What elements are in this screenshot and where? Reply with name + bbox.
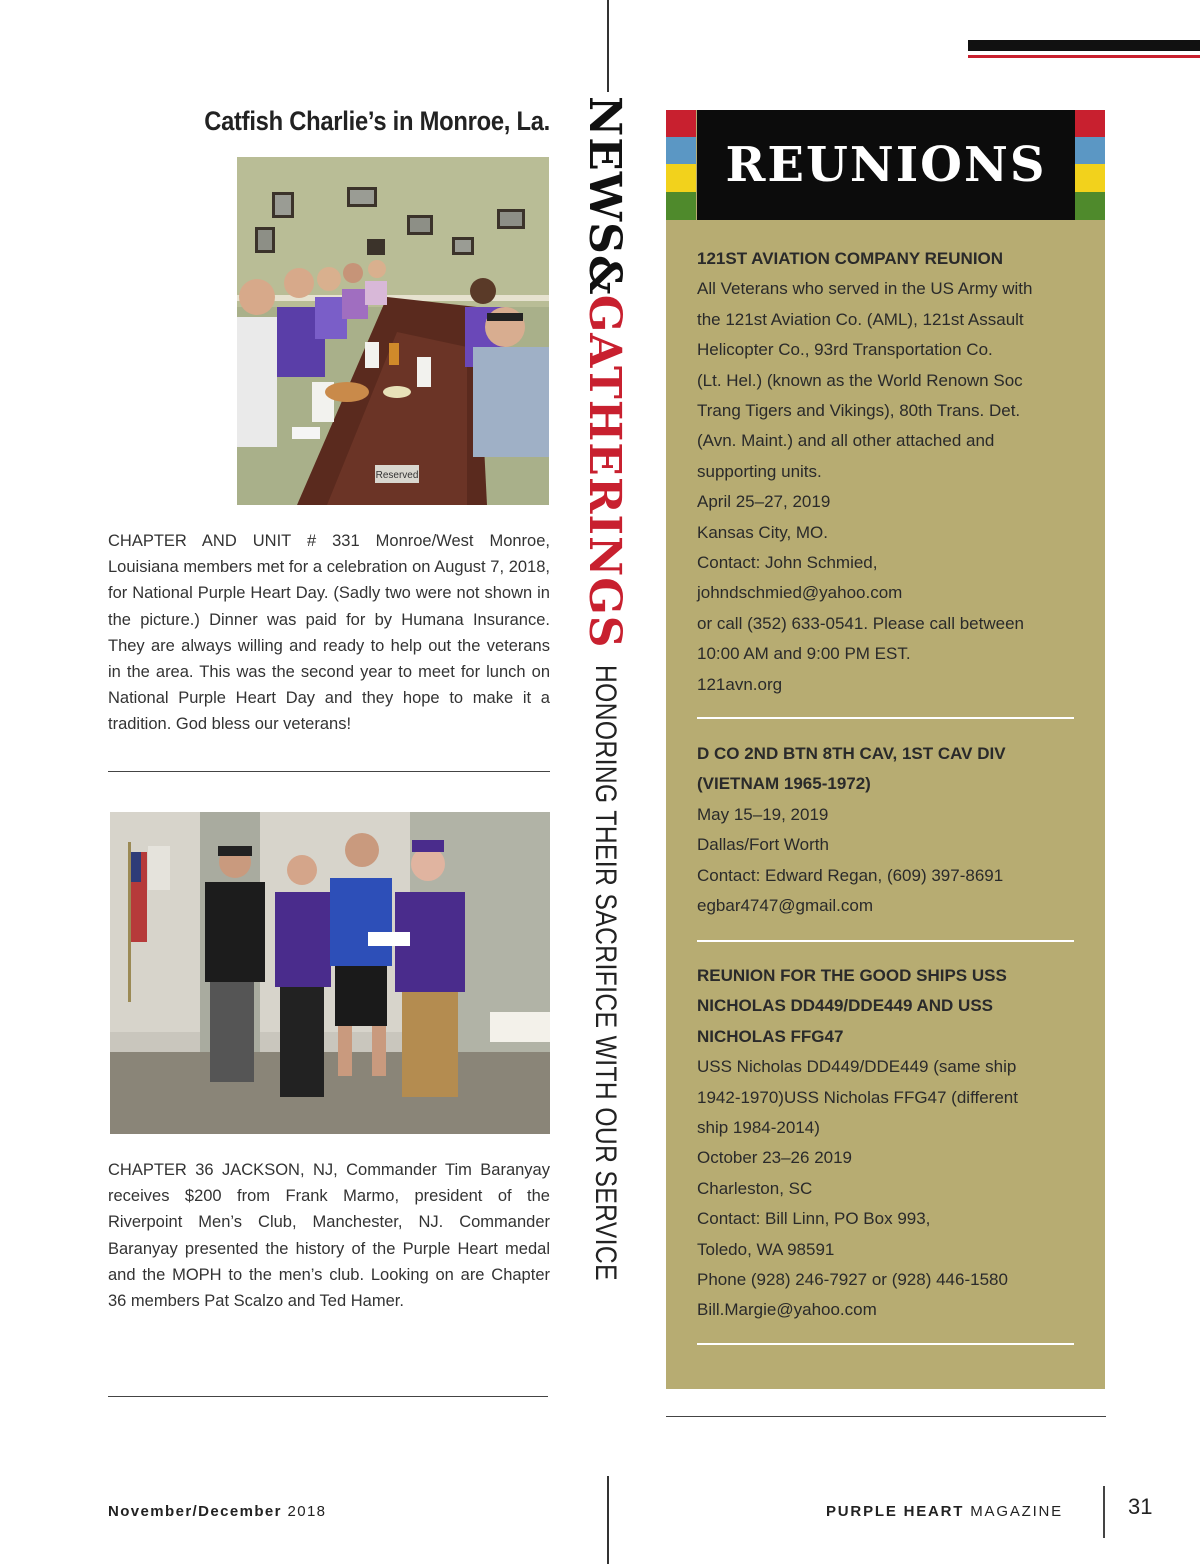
reunion-line: (Avn. Maint.) and all other attached and — [697, 431, 995, 451]
check-presentation-photo — [110, 812, 550, 1134]
reunion-heading: 121ST AVIATION COMPANY REUNION — [697, 249, 1004, 268]
reunions-divider-2 — [697, 940, 1074, 942]
reunion-email: johndschmied@yahoo.com — [697, 583, 903, 603]
reunion-line: ship 1984-2014) — [697, 1118, 820, 1138]
reunion-date: April 25–27, 2019 — [697, 492, 831, 512]
reunion-date: May 15–19, 2019 — [697, 804, 829, 824]
stripe-blue-right — [1075, 137, 1105, 164]
reunion-line: Helicopter Co., 93rd Transportation Co. — [697, 340, 993, 360]
reunion-heading: NICHOLAS FFG47 — [697, 1026, 844, 1046]
reunion-heading: NICHOLAS DD449/DDE449 AND USS — [697, 996, 993, 1016]
stripe-red-right — [1075, 110, 1105, 137]
reunion-contact: Contact: Bill Linn, PO Box 993, — [697, 1209, 931, 1229]
stripe-green-right — [1075, 192, 1105, 220]
reunion-line: (Lt. Hel.) (known as the World Renown Soc — [697, 370, 1023, 390]
stripe-yellow-left — [666, 164, 696, 192]
reunion-line: Toledo, WA 98591 — [697, 1239, 835, 1259]
page-number: 31 — [1128, 1494, 1153, 1519]
color-stripes-left — [666, 110, 696, 220]
reserved-sign-text: Reserved — [375, 470, 419, 481]
caption-chapter-36: CHAPTER 36 JACKSON, NJ, Commander Tim Baranyay receives $200 from Frank Marmo, president of the Riverpoint Men’s Club, Manchester, NJ. Commander Baranyay presented the history of the Purple Heart medal and the MOPH to the men’s club. Looking on are Chapter 36 members Pat Scalzo and Ted Hamer. — [108, 1161, 550, 1311]
spine-rule-bottom — [607, 1476, 609, 1564]
reunion-location: Charleston, SC — [697, 1178, 813, 1198]
reunion-contact: Contact: Edward Regan, (609) 397-8691 — [697, 865, 1004, 885]
reunion-contact: Contact: John Schmied, — [697, 553, 878, 573]
magazine-name-bold: PURPLE HEART — [826, 1503, 965, 1520]
spine-ampersand: & — [579, 254, 631, 295]
dinner-photo-illustration — [237, 157, 549, 505]
issue-month: November/December — [108, 1503, 282, 1520]
dinner-photo — [237, 157, 549, 505]
reunion-line: USS Nicholas DD449/DDE449 (same ship — [697, 1057, 1017, 1077]
reunion-entry-121st-aviation — [697, 244, 1087, 700]
header-rule-black — [968, 40, 1200, 51]
section-title: Catfish Charlie’s in Monroe, La. — [204, 106, 550, 136]
reunion-line: 1942-1970)USS Nicholas FFG47 (different — [697, 1087, 1018, 1107]
reunion-heading: (VIETNAM 1965-1972) — [697, 774, 871, 794]
reunion-email: egbar4747@gmail.com — [697, 896, 874, 916]
stripe-yellow-right — [1075, 164, 1105, 192]
stripe-blue-left — [666, 137, 696, 164]
header-rule-red — [968, 55, 1200, 58]
check-photo-illustration — [110, 812, 550, 1134]
magazine-name — [826, 1503, 1063, 1520]
stripe-red-left — [666, 110, 696, 137]
reunion-line: 10:00 AM and 9:00 PM EST. — [697, 644, 911, 664]
spine-gatherings: GATHERINGS — [579, 294, 631, 649]
footer-divider — [1103, 1486, 1105, 1538]
reunions-banner-title: REUNIONS — [725, 137, 1047, 193]
reunion-location: Kansas City, MO. — [697, 522, 828, 542]
reunion-date: October 23–26 2019 — [697, 1148, 853, 1168]
reunion-location: Dallas/Fort Worth — [697, 835, 829, 855]
reunion-line: or call (352) 633-0541. Please call between — [697, 613, 1024, 633]
spine-tagline: HONORING THEIR SACRIFICE WITH OUR SERVICE — [589, 664, 622, 1281]
reunion-email: Bill.Margie@yahoo.com — [697, 1300, 877, 1320]
reunions-divider-1 — [697, 717, 1074, 719]
reunion-line: supporting units. — [697, 461, 822, 481]
reunion-heading: D CO 2ND BTN 8TH CAV, 1ST CAV DIV — [697, 744, 1006, 763]
reunion-entry-uss-nicholas — [697, 961, 1087, 1326]
reunion-phone: Phone (928) 246-7927 or (928) 446-1580 — [697, 1270, 1008, 1290]
spine-text — [560, 96, 650, 1466]
issue-year: 2018 — [287, 1503, 327, 1520]
reunion-heading: REUNION FOR THE GOOD SHIPS USS — [697, 966, 1007, 985]
spine-news: NEWS — [579, 96, 631, 255]
reunion-line: All Veterans who served in the US Army with — [697, 279, 1033, 299]
left-divider-1 — [108, 771, 550, 772]
stripe-green-left — [666, 192, 696, 220]
reunion-entry-d-co-8th-cav — [697, 739, 1087, 921]
reunions-divider-3 — [697, 1343, 1074, 1345]
color-stripes-right — [1075, 110, 1105, 220]
reunion-line: the 121st Aviation Co. (AML), 121st Assault — [697, 309, 1024, 329]
right-divider-bottom — [666, 1416, 1106, 1417]
section-spine — [560, 96, 650, 1466]
left-divider-2 — [108, 1396, 548, 1397]
issue-date — [108, 1503, 326, 1520]
magazine-name-light: MAGAZINE — [970, 1503, 1063, 1520]
reunions-banner — [697, 110, 1075, 220]
caption-chapter-331: CHAPTER AND UNIT # 331 Monroe/West Monroe, Louisiana members met for a celebration on August 7, 2018, for National Purple Heart Day. (Sadly two were not shown in the picture.) Dinner was paid for by Humana Insurance. They are always willing and ready to help out the veterans in the area. This was the second year to meet for lunch on National Purple Heart Day and they hope to make it a tradition. God bless our veterans! — [108, 532, 550, 734]
spine-rule-top — [607, 0, 609, 92]
reunion-website: 121avn.org — [697, 674, 783, 694]
reunion-line: Trang Tigers and Vikings), 80th Trans. Det. — [697, 401, 1021, 421]
